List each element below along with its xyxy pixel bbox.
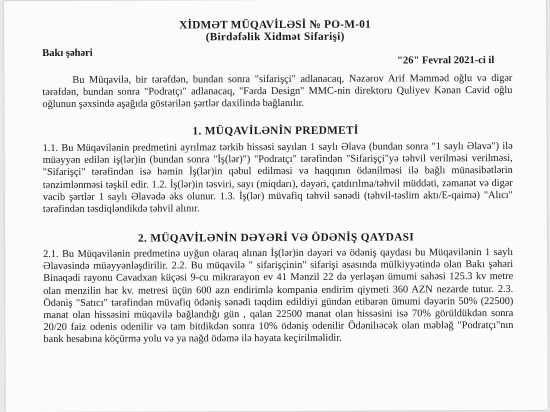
- intro-paragraph: Bu Müqavilə, bir tərəfdən, bundan sonra "sifarişçi" adlanacaq, Nəzərov Arif Məmməd oğlu və digər tərəfdən, bundan sonra "Podratçı" adlanacaq, "Fərda Design" MMC-nin direktoru Quliyev Kənan Cavid oğlu oğlunun şəxsində aşağıda göstərilən şərtlər daxilində bağlanılır.: [42, 72, 513, 111]
- section-2-text: 2.1. Bu Müqavilənin predmetinə uyğun olaraq alınan İş(lər)in dəyəri və ödəniş qaydası bu Müqavilənin 1 saylı Əlavəsində müəyyənləşdirilir. 2.2. Bu müqavilə " sifarişçinin" sifarişi əsasında mülkiyyətində olan Bakı şəhəri Binəqədi rayonu Cavadxan küçəsi 9-cu mikrarayon ev 41 Mənzil 22 də yerləşən ümumi sahəsi 125.3 kv metre olan menzilin hər kv. metresi üçün 600 azn endirimlə kompania endirim qiymeti 360 AZN nezarde tutur. 2.3. Ödəniş "Satıcı" tərəfindən müvafiq ödəniş sənədi təqdim edildiyi gündən etibarən ümumi dəyərin 50% (22500) manat olan hissəsini müqavilə bağlandığı gün , qalan 22500 manat olan hissəsini isə 70% görüldükdən sonra 20/20 faiz odenis odenilir və tam bitdikdən sonra 10% ödəniş odenilir Ödənilıəcək olan məbləğ "Podratçı"nın bank hesabına köçürmə yolu və ya nağd ödəmə ilə həyata keçirilməlidir.: [43, 246, 514, 346]
- section-2-heading: 2. MÜQAVİLƏNİN DƏYƏRİ VƏ ÖDƏNİŞ QAYDASI: [137, 231, 415, 245]
- document-title: XİDMƏT MÜQAVİLƏSİ № PO-M-01: [179, 18, 372, 32]
- contract-date: "26" Fevral 2021-ci il: [397, 55, 495, 67]
- document-subtitle: (Birdəfəlik Xidmət Sifarişi): [205, 30, 345, 44]
- section-1-text: 1.1. Bu Müqavilənin predmetini ayrılmaz tərkib hissəsi sayılan 1 saylı Əlavə (bundan sonra "1 saylı Əlavə") ilə müəyyən edilən iş(lər)in (bundan sonra "İş(lər)") "Podratçı" tərəfindən "Sifarişçi"yə təhvil verilməsi verilməsi, "Sifarişçi" tərəfindən isə həmin İş(lər)in qəbul edilməsi və haqqının ödənilməsi ilə bağlı münasibətlərin tənzimlənməsi təşkil edir. 1.2. İş(lər)in təsviri, sayı (miqdarı), dəyəri, çatdırılma/təhvil müddəti, zəmanət və digər vacib şərtlər 1 saylı Əlavədə əks olunur. 1.3. İş(lər) müvafiq təhvil sənədi (təhvil-təslim aktı/E-qaimə) "Alıcı" tərəfindən təsdiqləndikdə təhvil alınır.: [42, 140, 513, 216]
- section-1-heading: 1. MÜQAVİLƏNİN PREDMETİ: [192, 124, 359, 138]
- document-page: [4, 0, 548, 412]
- city-label: Bakı şəhəri: [42, 47, 93, 60]
